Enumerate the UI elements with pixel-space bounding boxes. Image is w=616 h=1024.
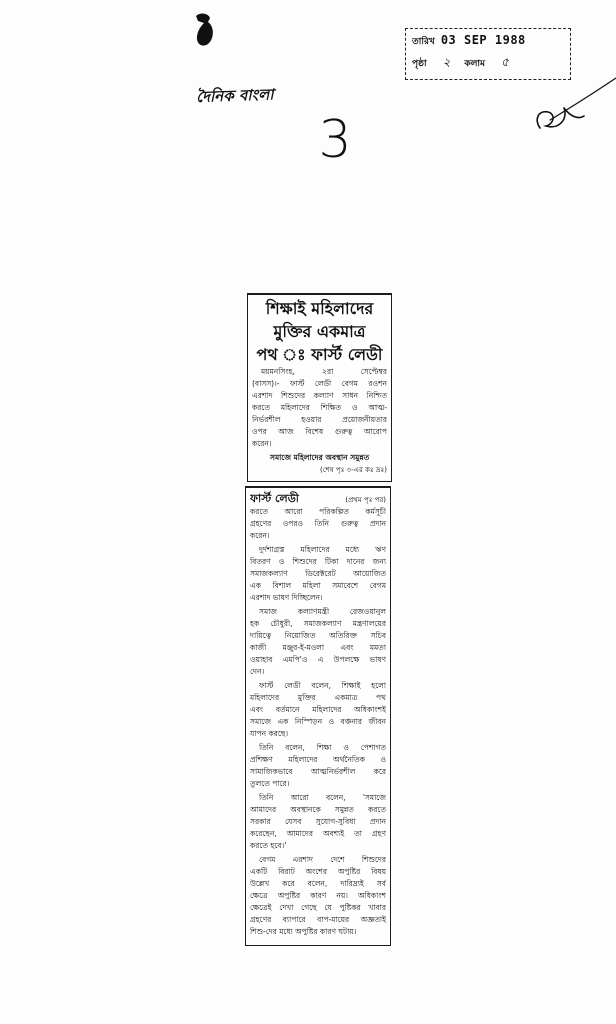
newspaper-clipping-headline-story xyxy=(247,293,392,482)
article-paragraph xyxy=(250,506,386,542)
stamp-date-value: 03 SEP 1988 xyxy=(440,33,526,47)
article-line: করতে আরো পরিকল্পিত কর্মসূচী xyxy=(250,507,386,516)
article-line: বেগম এরশাদ দেশে শিশুদের xyxy=(259,855,386,864)
article-line: যাপন করছে। xyxy=(250,729,289,738)
article-line: উল্লেখ করে বলেন, দারিদ্র্যই সর্ব xyxy=(250,879,386,888)
article-line: প্রশিক্ষণ মহিলাদের অর্থনৈতিক ও xyxy=(250,755,386,764)
headline-line: শিক্ষাই মহিলাদের xyxy=(265,299,374,318)
article-line: সমাজে এক নিস্পিড়ন ও বঞ্চনার জীবন xyxy=(250,717,386,726)
article-paragraph xyxy=(250,742,386,790)
article-line: ওয়াহাব এমপি'ও এ উপলক্ষে ভাষণ xyxy=(250,655,386,664)
article-line: কাজী মঞ্জুর-ই-মওলা এবং মমতা xyxy=(250,643,386,652)
article-line: এক বিশাল মহিলা সমাবেশে বেগম xyxy=(250,581,386,590)
article-paragraph xyxy=(250,606,386,678)
stamp-column-value: ৫ xyxy=(501,55,509,69)
article-line: ফার্স্ট লেডী বলেন, শিক্ষাই হলো xyxy=(259,681,386,690)
article-line: ক্ষেত্রেই দেখা গেছে যে পুষ্টিকর খাবার xyxy=(250,903,386,912)
article-line: গ্রহণের ব্যাপারে বাপ-মায়ের অজ্ঞতাই xyxy=(250,915,386,924)
article-line: আমাদের অবস্থানকে সমুন্নত করতে xyxy=(250,805,386,814)
article-line: একটি বিরাট অংশের অপুষ্টির বিষয় xyxy=(250,867,386,876)
stamp-column-label: কলাম xyxy=(464,59,486,69)
article-line: এরশাদ ভাষণ দিচ্ছিলেন। xyxy=(250,593,323,602)
article-paragraph xyxy=(250,792,386,852)
newspaper-clipping-continuation xyxy=(245,486,391,946)
stamp-page-value: ২ xyxy=(442,55,451,69)
article-line: সমাজ কল্যাণমন্ত্রী রেজওয়ানুল xyxy=(259,607,386,616)
article-paragraph xyxy=(252,366,387,450)
stamp-page-label: পৃষ্ঠা xyxy=(412,59,427,69)
article-paragraph xyxy=(250,680,386,740)
headline-line: পথ ঃ ফার্স্ট লেডী xyxy=(256,345,383,364)
article-line: দায়িত্বে নিয়োজিত অতিরিক্ত সচিব xyxy=(250,631,386,640)
article-line: দুর্দশাগ্রস্ত মহিলাদের মধ্যে ঋণ xyxy=(259,545,386,554)
article-line: (বাসস)।- ফার্স্ট লেডী বেগম রওশন xyxy=(252,379,387,388)
article-line: সরকার যেসব সুযোগ-সুবিধা প্রদান xyxy=(250,817,386,826)
article-line: এরশাদ শিশুদের কল্যাণ সাধন নিশ্চিত xyxy=(252,391,387,400)
article-line: তিনি আরো বলেন, 'সমাজে xyxy=(259,793,386,802)
article-line: করেন। xyxy=(252,439,272,448)
article-line: তিনি বলেন, শিক্ষা ও পেশাগত xyxy=(259,743,386,752)
handwritten-number: 3 xyxy=(318,110,352,170)
article-line: বিতরণ ও শিশুদের টিকা দানের জন্য xyxy=(250,557,386,566)
article-line: দেন। xyxy=(250,667,265,676)
article-body xyxy=(250,506,386,938)
headline-line: মুক্তির একমাত্র xyxy=(273,322,366,341)
article-line: ক্ষেত্রে অপুষ্টির কারণ নয়। অধিকাংশ xyxy=(250,891,386,900)
article-line: তুলতে পারে। xyxy=(250,779,290,788)
article-line: এবং বর্তমানে মহিলাদের অধিকাংশই xyxy=(250,705,386,714)
article-line: করতে মহিলাদের শিক্ষিত ও আত্ম- xyxy=(252,403,387,412)
stamp-date-label: তারিখ xyxy=(412,37,435,47)
article-paragraph xyxy=(250,544,386,604)
article-line: ময়মনসিংহ, ২রা সেপ্টেম্বর xyxy=(261,367,387,376)
article-body xyxy=(252,366,387,450)
jump-reference: (শেষ পৃঃ ৩-এর কঃ দ্রঃ) xyxy=(320,466,387,474)
article-line: গ্রহণের ওপরও তিনি গুরুত্ব প্রদান xyxy=(250,519,386,528)
stamp-date-row xyxy=(412,33,564,54)
continuation-slug: ফার্স্ট লেডী xyxy=(250,492,299,505)
article-line: করতে হবে।' xyxy=(250,841,287,850)
article-line: শিশু-দের মধ্যে অপুষ্টির কারণ ঘটায়। xyxy=(250,927,357,936)
article-line: সমাজকল্যাণ ডিরেক্টরেট আয়োজিত xyxy=(250,569,386,578)
article-line: সামাজিকভাবে আত্মনির্ভরশীল করে xyxy=(250,767,386,776)
article-line: করেন। xyxy=(250,531,270,540)
article-line: করেছেন, আমাদের অবশ্যই তা গ্রহণ xyxy=(250,829,386,838)
handwritten-mark xyxy=(520,68,616,160)
article-line: নির্ভরশীল হওয়ার প্রয়োজনীয়তার xyxy=(252,415,387,424)
ink-blot xyxy=(188,10,220,50)
continued-from-reference: (প্রথম পৃঃ পর) xyxy=(345,496,386,504)
article-line: হক চৌধুরী, সমাজকল্যাণ মন্ত্রণালয়ের xyxy=(250,619,386,628)
article-line: মহিলাদের মুক্তির একমাত্র পথ xyxy=(250,693,386,702)
continuation-teaser: সমাজে মহিলাদের অবস্থান সমুন্নত xyxy=(270,453,370,462)
article-paragraph xyxy=(250,854,386,938)
handwritten-newspaper-name: দৈনিক বাংলা xyxy=(195,85,274,107)
article-line: ওপর আজ বিশেষ গুরুত্ব আরোপ xyxy=(252,427,387,436)
continuation-header xyxy=(250,490,386,506)
